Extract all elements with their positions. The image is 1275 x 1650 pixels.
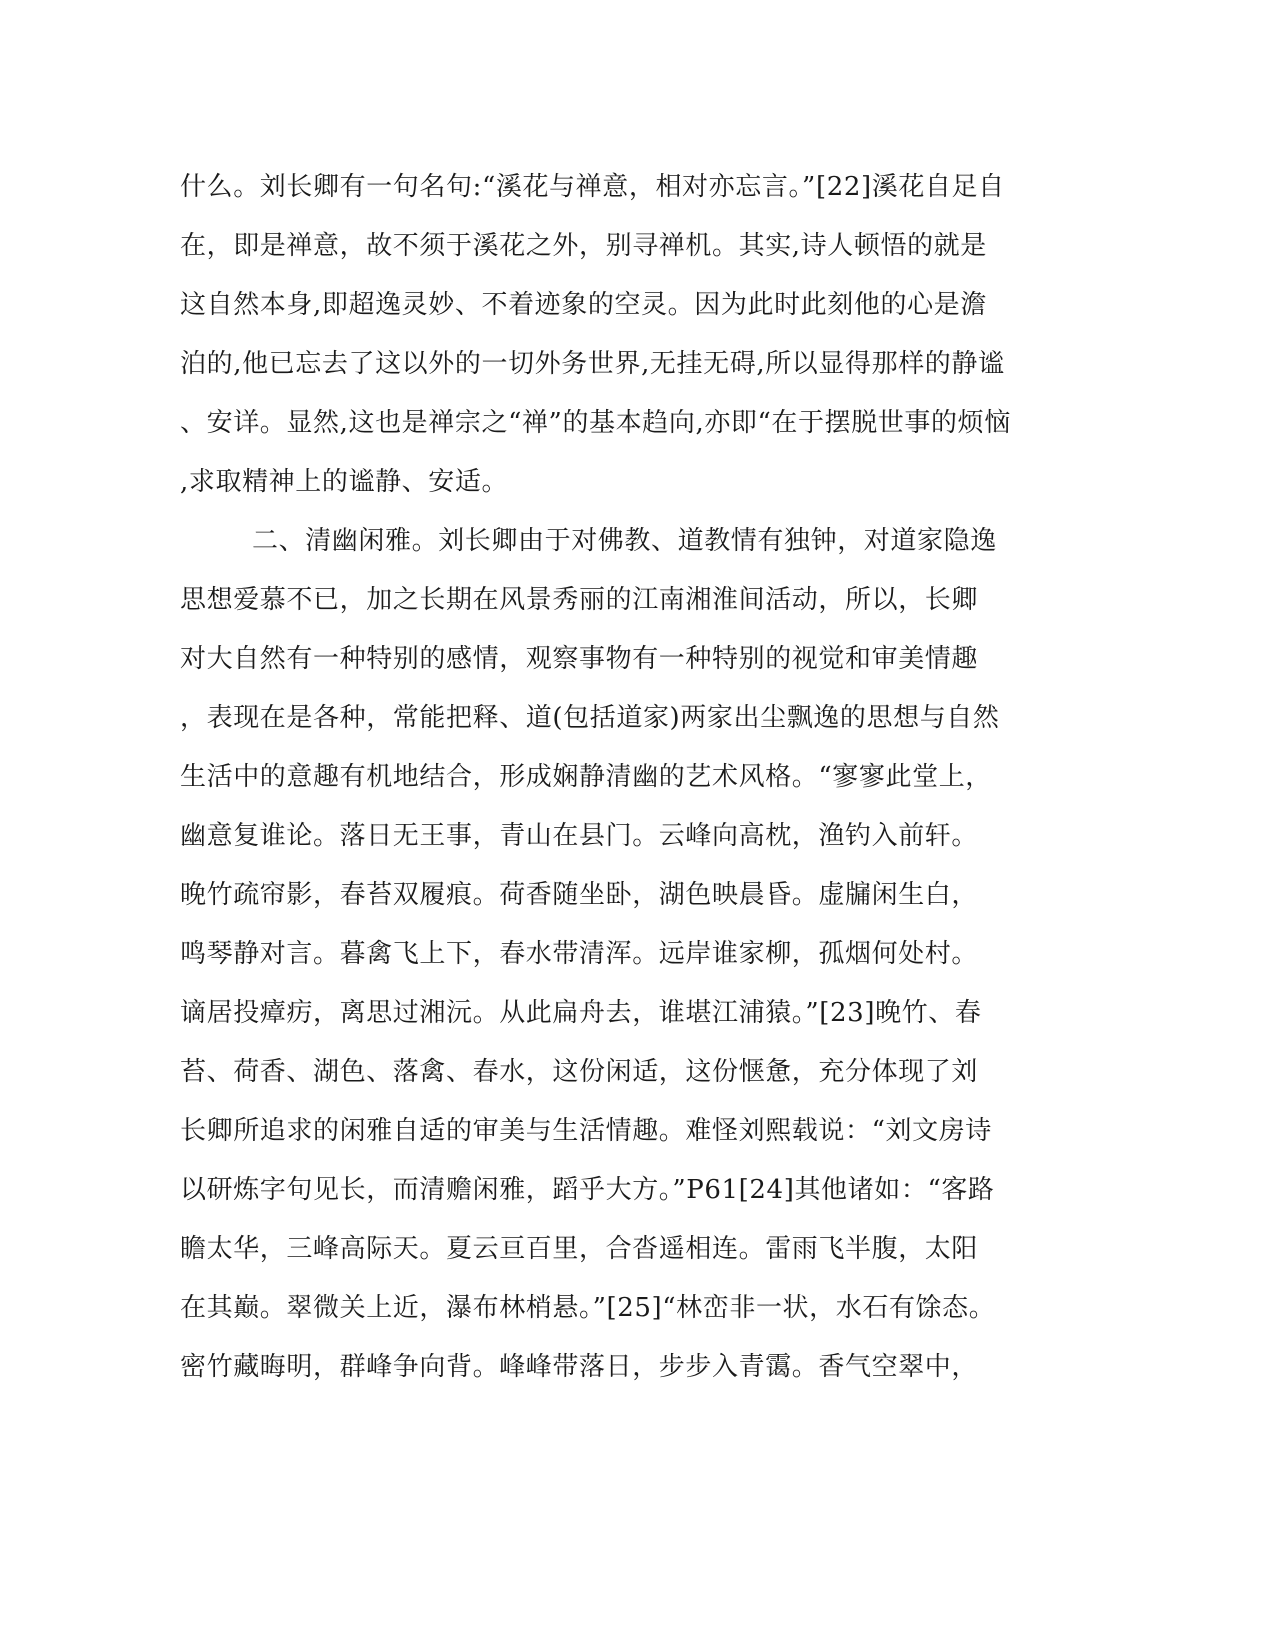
text-line: ，表现在是各种，常能把释、道(包括道家)两家出尘飘逸的思想与自然	[180, 703, 1000, 733]
text-line: 苔、荷香、湖色、落禽、春水，这份闲适，这份惬惫，充分体现了刘	[180, 1057, 979, 1087]
text-line: 泊的,他已忘去了这以外的一切外务世界,无挂无碍,所以显得那样的静谧	[180, 349, 1005, 379]
text-line: 晚竹疏帘影，春苔双履痕。荷香随坐卧，湖色映晨昏。虚牖闲生白，	[180, 880, 979, 910]
text-line: 生活中的意趣有机地结合，形成娴静清幽的艺术风格。“寥寥此堂上，	[180, 762, 992, 792]
text-line: 在，即是禅意，故不须于溪花之外，别寻禅机。其实,诗人顿悟的就是	[180, 231, 987, 261]
text-line: ,求取精神上的谧静、安适。	[180, 467, 509, 497]
text-line: 谪居投瘴疠，离思过湘沅。从此扁舟去，谁堪江浦猿。”[23]晚竹、春	[180, 998, 982, 1028]
paragraph-start-line: 二、清幽闲雅。刘长卿由于对佛教、道教情有独钟，对道家隐逸	[252, 526, 997, 556]
text-line: 以研炼字句见长，而清赡闲雅，蹈乎大方。”P61[24]其他诸如：“客路	[180, 1175, 995, 1205]
text-line: 瞻太华，三峰高际天。夏云亘百里，合沓遥相连。雷雨飞半腹，太阳	[180, 1234, 979, 1264]
text-line: 长卿所追求的闲雅自适的审美与生活情趣。难怪刘熙载说：“刘文房诗	[180, 1116, 992, 1146]
text-line: 什么。刘长卿有一句名句:“溪花与禅意，相对亦忘言。”[22]溪花自足自	[180, 172, 1005, 202]
body-text	[180, 158, 1060, 1397]
text-line: 幽意复谁论。落日无王事，青山在县门。云峰向高枕，渔钓入前轩。	[180, 821, 979, 851]
text-line: 、安详。显然,这也是禅宗之“禅”的基本趋向,亦即“在于摆脱世事的烦恼	[180, 408, 1011, 438]
text-line: 思想爱慕不已，加之长期在风景秀丽的江南湘淮间活动，所以，长卿	[180, 585, 979, 615]
text-line: 这自然本身,即超逸灵妙、不着迹象的空灵。因为此时此刻他的心是澹	[180, 290, 987, 320]
text-line: 鸣琴静对言。暮禽飞上下，春水带清浑。远岸谁家柳，孤烟何处村。	[180, 939, 979, 969]
text-line: 密竹藏晦明，群峰争向背。峰峰带落日，步步入青霭。香气空翠中，	[180, 1352, 979, 1382]
text-line: 在其巅。翠微关上近，瀑布林梢悬。”[25]“林峦非一状，水石有馀态。	[180, 1293, 996, 1323]
text-line: 对大自然有一种特别的感情，观察事物有一种特别的视觉和审美情趣	[180, 644, 979, 674]
